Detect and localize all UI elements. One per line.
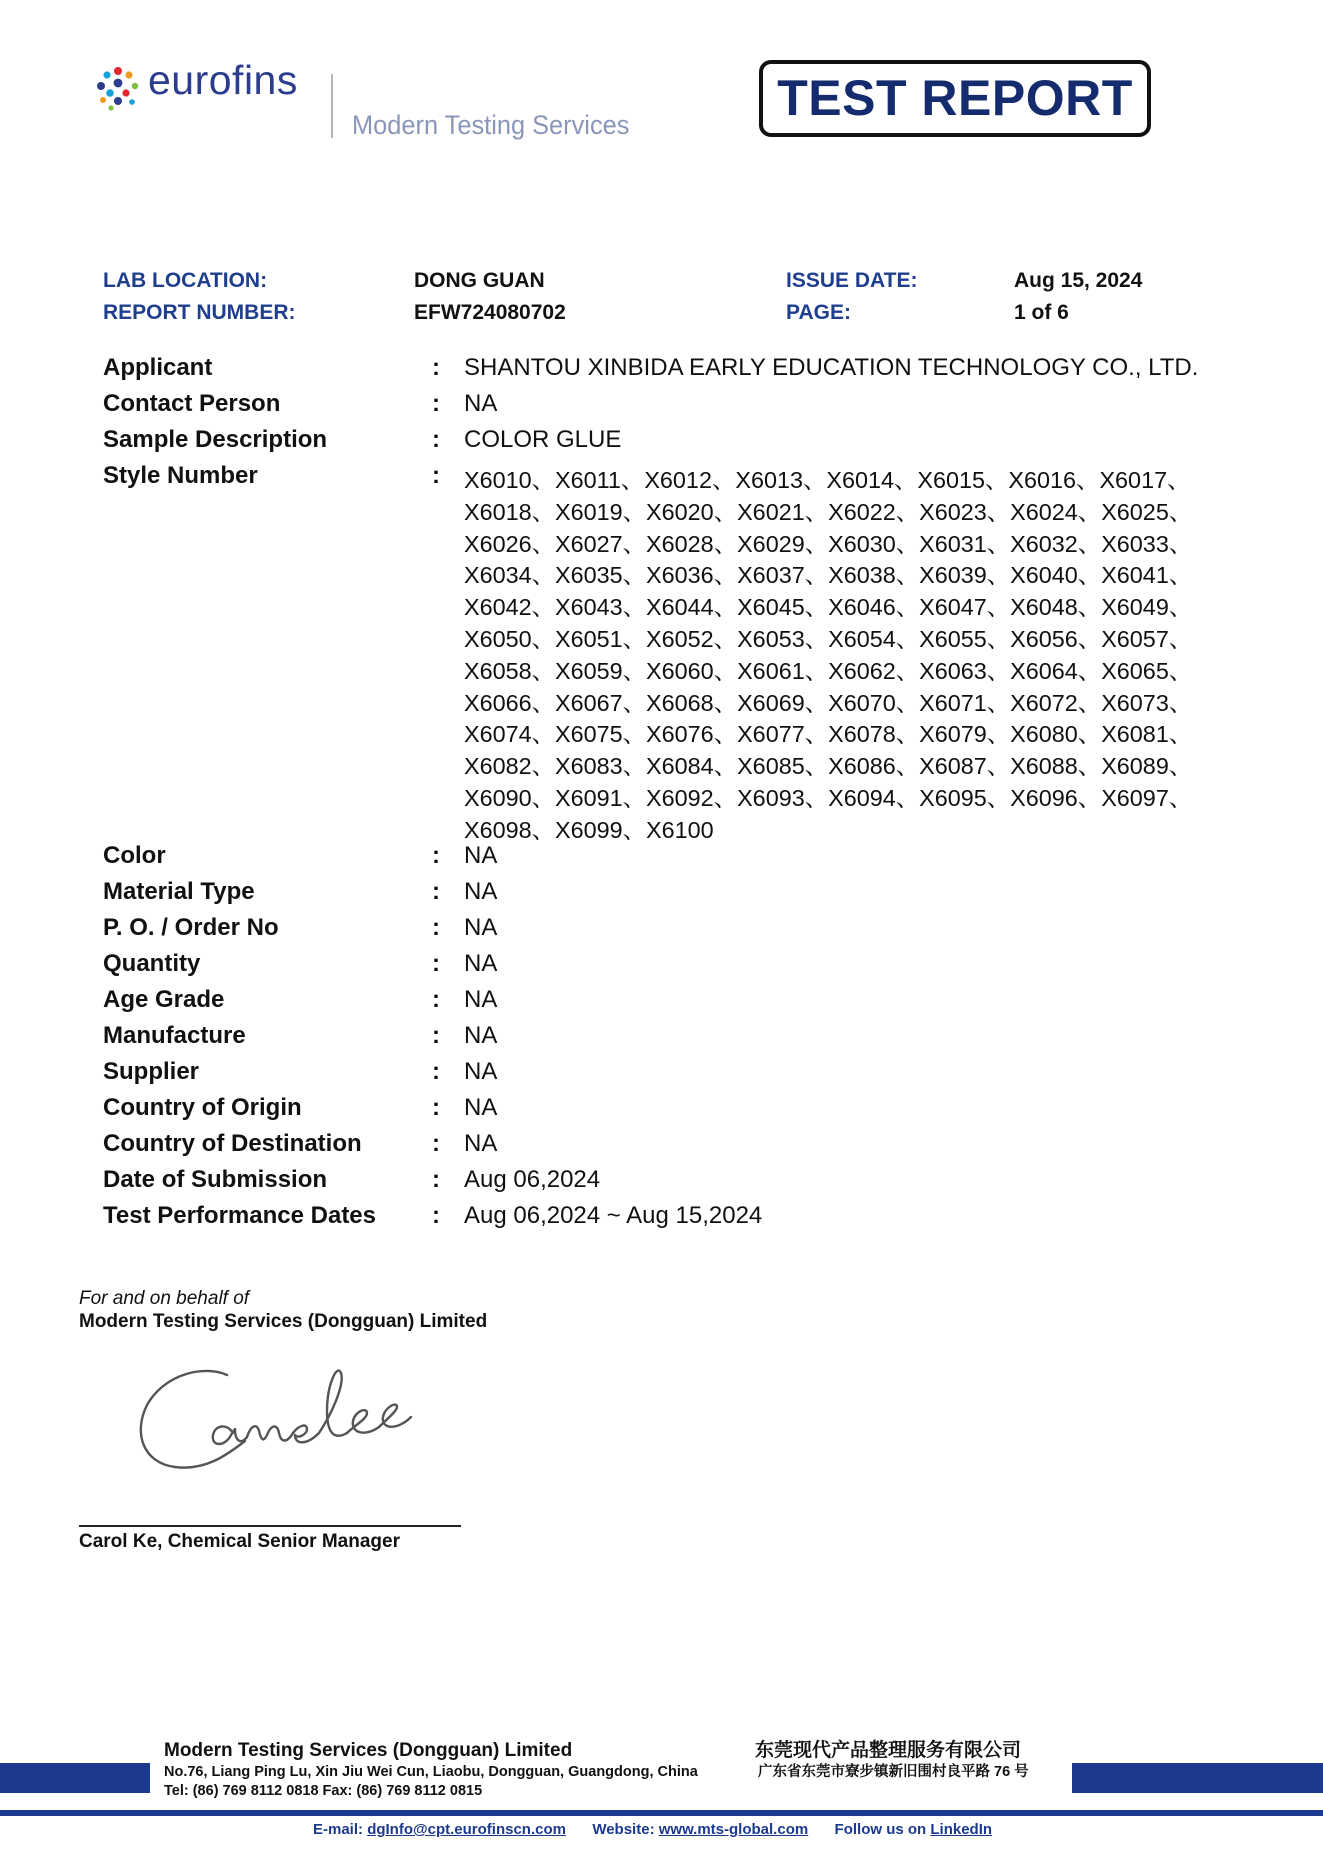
- lab-location-value: DONG GUAN: [414, 269, 545, 292]
- signing-company: Modern Testing Services (Dongguan) Limited: [79, 1311, 488, 1332]
- field-colon: :: [432, 1094, 440, 1121]
- issue-date-value: Aug 15, 2024: [1014, 269, 1143, 292]
- style-number-label: Style Number: [103, 462, 258, 489]
- field-colon: :: [432, 462, 440, 489]
- field-colon: :: [432, 1202, 440, 1229]
- website-label: Website:: [592, 1821, 655, 1838]
- field-colon: :: [432, 1166, 440, 1193]
- test-performance-dates-label: Test Performance Dates: [103, 1202, 376, 1229]
- date-of-submission-value: Aug 06,2024: [464, 1166, 601, 1193]
- date-of-submission-label: Date of Submission: [103, 1166, 328, 1193]
- contact-person-value: NA: [464, 390, 498, 417]
- style-number-line: X6090、X6091、X6092、X6093、X6094、X6095、X6096、X6097、: [464, 784, 1193, 811]
- field-colon: :: [432, 950, 440, 977]
- header-divider: [331, 74, 333, 138]
- report-number-label: REPORT NUMBER:: [103, 301, 296, 324]
- country-of-origin-label: Country of Origin: [103, 1094, 302, 1121]
- style-number-line: X6082、X6083、X6084、X6085、X6086、X6087、X6088、X6089、: [464, 753, 1193, 780]
- style-number-line: X6050、X6051、X6052、X6053、X6054、X6055、X6056、X6057、: [464, 625, 1193, 652]
- lab-location-label: LAB LOCATION:: [103, 269, 268, 292]
- supplier-label: Supplier: [103, 1058, 200, 1085]
- color-label: Color: [103, 842, 166, 869]
- signature-image: [135, 1355, 465, 1505]
- footer-address-en: No.76, Liang Ping Lu, Xin Jiu Wei Cun, Liaobu, Dongguan, Guangdong, China: [164, 1764, 698, 1780]
- field-colon: :: [432, 842, 440, 869]
- email-link[interactable]: dgInfo@cpt.eurofinscn.com: [367, 1821, 566, 1838]
- issue-date-label: ISSUE DATE:: [786, 269, 918, 292]
- style-number-line: X6066、X6067、X6068、X6069、X6070、X6071、X6072、X6073、: [464, 689, 1193, 716]
- field-colon: :: [432, 354, 440, 381]
- field-colon: :: [432, 426, 440, 453]
- quantity-label: Quantity: [103, 950, 201, 977]
- style-number-line: X6010、X6011、X6012、X6013、X6014、X6015、X6016、X6017、: [464, 467, 1191, 493]
- eurofins-logo-icon: [95, 66, 141, 112]
- footer-company-cn: 东莞现代产品整理服务有限公司: [755, 1740, 1022, 1761]
- country-of-destination-value: NA: [464, 1130, 498, 1157]
- signer-name-title: Carol Ke, Chemical Senior Manager: [79, 1531, 400, 1552]
- footer-address-cn: 广东省东莞市寮步镇新旧围村良平路 76 号: [758, 1764, 1029, 1780]
- website-link[interactable]: www.mts-global.com: [658, 1821, 809, 1838]
- page-value: 1 of 6: [1014, 301, 1069, 324]
- brand-name: eurofins: [148, 57, 298, 103]
- footer-bar-right: [1072, 1763, 1323, 1793]
- field-colon: :: [432, 878, 440, 905]
- sample-description-value: COLOR GLUE: [464, 426, 622, 453]
- style-number-line: X6042、X6043、X6044、X6045、X6046、X6047、X6048、X6049、: [464, 594, 1193, 621]
- manufacture-value: NA: [464, 1022, 498, 1049]
- report-number-value: EFW724080702: [414, 301, 566, 324]
- on-behalf-text: For and on behalf of: [79, 1288, 250, 1309]
- contact-person-label: Contact Person: [103, 390, 281, 417]
- email-label: E-mail:: [313, 1821, 364, 1838]
- style-number-line: X6018、X6019、X6020、X6021、X6022、X6023、X6024、X6025、: [464, 498, 1193, 525]
- footer-company-en: Modern Testing Services (Dongguan) Limited: [164, 1740, 573, 1761]
- style-number-line: X6026、X6027、X6028、X6029、X6030、X6031、X6032、X6033、: [464, 530, 1193, 557]
- color-value: NA: [464, 842, 498, 869]
- style-number-line: X6058、X6059、X6060、X6061、X6062、X6063、X6064、X6065、: [464, 657, 1193, 684]
- po-order-label: P. O. / Order No: [103, 914, 279, 941]
- sample-description-label: Sample Description: [103, 426, 328, 453]
- age-grade-value: NA: [464, 986, 498, 1013]
- age-grade-label: Age Grade: [103, 986, 225, 1013]
- page-label: PAGE:: [786, 301, 851, 324]
- country-of-destination-label: Country of Destination: [103, 1130, 362, 1157]
- footer-rule: [0, 1810, 1323, 1816]
- footer-links: [313, 1822, 992, 1837]
- applicant-label: Applicant: [103, 354, 213, 381]
- field-colon: :: [432, 986, 440, 1013]
- field-colon: :: [432, 1022, 440, 1049]
- po-order-value: NA: [464, 914, 498, 941]
- manufacture-label: Manufacture: [103, 1022, 246, 1049]
- signature-line: [79, 1525, 461, 1527]
- test-performance-dates-value: Aug 06,2024 ~ Aug 15,2024: [464, 1202, 763, 1229]
- footer-bar-left: [0, 1763, 150, 1793]
- country-of-origin-value: NA: [464, 1094, 498, 1121]
- style-number-line: X6074、X6075、X6076、X6077、X6078、X6079、X6080、X6081、: [464, 721, 1193, 748]
- applicant-value: SHANTOU XINBIDA EARLY EDUCATION TECHNOLOGY CO., LTD.: [464, 354, 1199, 381]
- field-colon: :: [432, 390, 440, 417]
- field-colon: :: [432, 914, 440, 941]
- field-colon: :: [432, 1058, 440, 1085]
- supplier-value: NA: [464, 1058, 498, 1085]
- footer-tel-fax: Tel: (86) 769 8112 0818 Fax: (86) 769 8112 0815: [164, 1783, 483, 1799]
- style-number-line: X6098、X6099、X6100: [464, 816, 714, 843]
- style-number-line: X6034、X6035、X6036、X6037、X6038、X6039、X6040、X6041、: [464, 562, 1193, 589]
- field-colon: :: [432, 1130, 440, 1157]
- follow-label: Follow us on: [834, 1821, 927, 1838]
- quantity-value: NA: [464, 950, 498, 977]
- material-type-label: Material Type: [103, 878, 255, 905]
- brand-subtitle: Modern Testing Services: [352, 110, 630, 140]
- material-type-value: NA: [464, 878, 498, 905]
- style-number-list: [464, 465, 1192, 847]
- linkedin-link[interactable]: LinkedIn: [930, 1821, 993, 1838]
- report-title: TEST REPORT: [777, 70, 1133, 126]
